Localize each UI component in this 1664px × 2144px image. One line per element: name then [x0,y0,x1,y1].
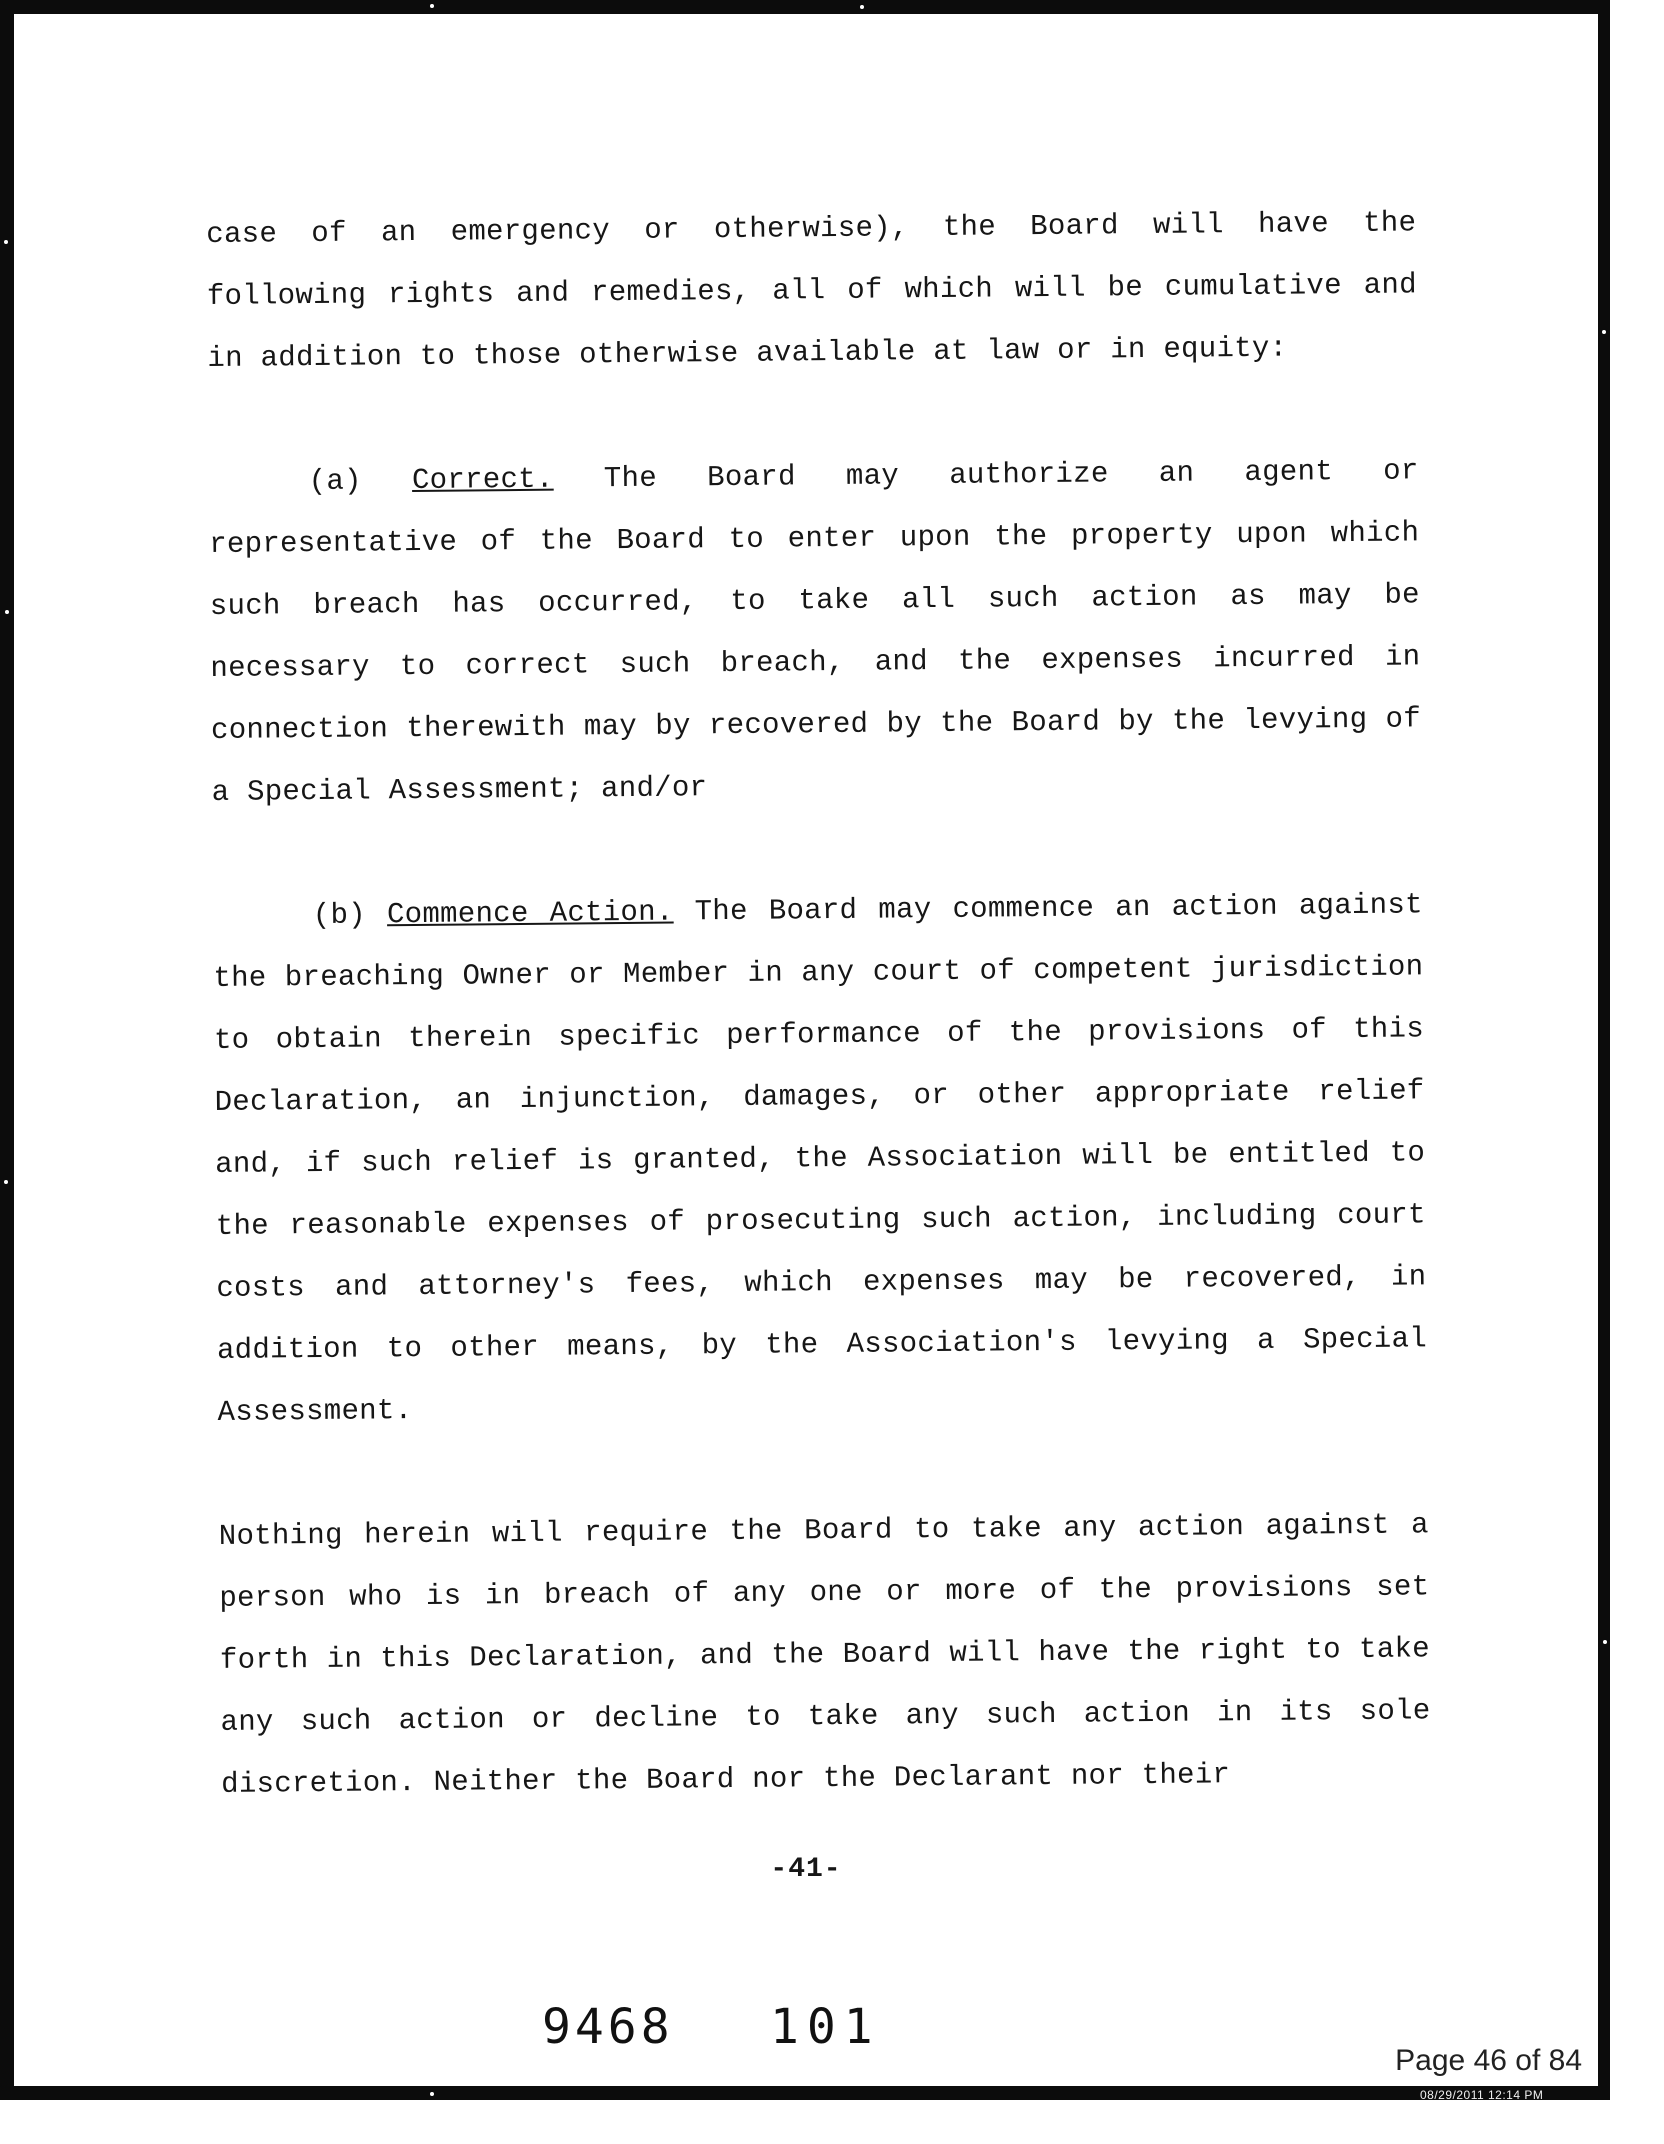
paragraph-correct [208,440,1422,824]
page-count-label: Page 46 of 84 [1395,2044,1582,2077]
paragraph-heading-correct: Correct. [411,462,554,498]
scan-speck [430,2092,434,2096]
paragraph-nothing-herein: Nothing herein will require the Board to take any action against a person who is in breach of any one or more of the provisions set forth in this Declaration, and the Board will have the right to take any such action or decline to take any such action in its sole discretion. Neither the Board nor the Declarant nor their [218,1508,1431,1801]
scan-speck [430,4,434,8]
paragraph-commence-action [213,874,1428,1444]
paragraph-text: The Board may authorize an agent or representative of the Board to enter upon the property upon which such breach has occurred, to take all such action as may be necessary to correct such breach, and the expenses incurred in connection therewith may by recovered by the Board by the levying of a Special Assessment; and/or [209,454,1422,809]
paragraph-label: (b) [312,898,367,933]
scan-speck [4,1180,8,1184]
scan-border-left [0,0,14,2100]
paragraph-indent [213,923,313,924]
scan-speck [4,240,8,244]
paragraph-label: (a) [308,464,362,499]
scan-speck [860,5,864,9]
paragraph-indent [209,489,309,490]
paragraph-heading-commence-action: Commence Action. [386,895,674,932]
scan-border-top [0,0,1610,14]
scan-speck [5,610,9,614]
scan-speck [1602,330,1606,334]
recording-page-number: 101 [770,1999,881,2055]
recording-book-number: 9468 [542,1999,674,2055]
paragraph-intro: case of an emergency or otherwise), the Board will have the following rights and remedies, all of which will be cumulative and in addition to those otherwise available at law or in equity: [206,206,1417,375]
scan-border-right [1598,0,1610,2100]
paragraph-text: The Board may commence an action against the breaching Owner or Member in any court of competent jurisdiction to obtain therein specific performance of the provisions of this Declaration, an injunction, damages, or other appropriate relief and, if such relief is granted, the Association will be entitled to the reasonable expenses of prosecuting such action, including court costs and attorney's fees, which expenses may be recovered, in addition to other means, by the Association's levying a Special Assessment. [213,888,1428,1429]
page-number: -41- [770,1854,842,1885]
document-body [206,192,1431,1816]
document-page [14,14,1598,2086]
scan-border-bottom [0,2086,1610,2100]
scan-speck [1603,1640,1607,1644]
print-timestamp: 08/29/2011 12:14 PM [1420,2088,1544,2102]
